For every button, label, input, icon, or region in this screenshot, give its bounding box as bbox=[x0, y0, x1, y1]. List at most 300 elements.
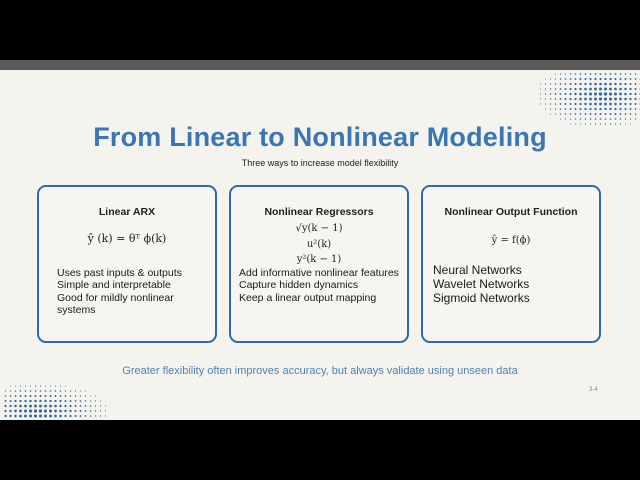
decorative-dot bbox=[5, 400, 7, 402]
decorative-dot bbox=[39, 400, 41, 402]
decorative-dot bbox=[70, 395, 72, 397]
decorative-dot bbox=[85, 415, 87, 417]
decorative-dot bbox=[625, 73, 627, 75]
decorative-dot bbox=[39, 405, 42, 408]
decorative-dot bbox=[50, 395, 52, 397]
decorative-dot bbox=[574, 93, 576, 95]
decorative-dot bbox=[595, 118, 597, 120]
decorative-dot bbox=[54, 405, 57, 408]
decorative-dot bbox=[85, 391, 86, 392]
decorative-dot bbox=[599, 103, 602, 106]
decorative-dot bbox=[45, 390, 47, 392]
decorative-dot bbox=[619, 103, 621, 105]
decorative-dot bbox=[545, 83, 546, 84]
decorative-dot bbox=[619, 78, 621, 80]
decorative-dot bbox=[599, 83, 602, 86]
decorative-dot bbox=[64, 405, 66, 407]
decorative-dot bbox=[635, 118, 636, 119]
decorative-dot bbox=[595, 113, 597, 115]
decorative-dot bbox=[90, 395, 91, 396]
decorative-dot bbox=[75, 405, 77, 407]
decorative-dot bbox=[604, 92, 607, 95]
decorative-dot bbox=[80, 400, 82, 402]
top-band bbox=[0, 60, 640, 70]
decorative-dots-bottom-left bbox=[0, 372, 110, 420]
decorative-dot bbox=[625, 113, 627, 115]
decorative-dot bbox=[40, 390, 42, 392]
decorative-dot bbox=[69, 410, 71, 412]
decorative-dot bbox=[4, 415, 6, 417]
decorative-dot bbox=[594, 92, 597, 95]
decorative-dot bbox=[20, 390, 21, 391]
decorative-dot bbox=[565, 98, 567, 100]
decorative-dot bbox=[630, 73, 632, 75]
decorative-dot bbox=[9, 405, 11, 407]
decorative-dot bbox=[579, 93, 582, 96]
decorative-dot bbox=[14, 400, 16, 402]
decorative-dot bbox=[14, 415, 17, 418]
decorative-dot bbox=[590, 73, 592, 75]
decorative-dot bbox=[600, 118, 602, 120]
decorative-dot bbox=[584, 78, 586, 80]
decorative-dot bbox=[29, 400, 31, 402]
decorative-dot bbox=[560, 78, 561, 79]
decorative-dot bbox=[20, 395, 22, 397]
slide bbox=[0, 60, 640, 420]
decorative-dot bbox=[550, 83, 551, 84]
decorative-dot bbox=[555, 83, 556, 84]
decorative-dot bbox=[80, 405, 82, 407]
decorative-dot bbox=[624, 98, 627, 101]
decorative-dot bbox=[35, 385, 36, 386]
decorative-dot bbox=[620, 73, 622, 75]
decorative-dot bbox=[49, 405, 52, 408]
decorative-dot bbox=[59, 410, 62, 413]
decorative-dot bbox=[100, 405, 101, 406]
decorative-dot bbox=[565, 113, 566, 114]
decorative-dot bbox=[589, 88, 592, 91]
decorative-dot bbox=[44, 415, 47, 418]
decorative-dot bbox=[34, 414, 37, 417]
decorative-dot bbox=[30, 385, 31, 386]
decorative-dot bbox=[635, 113, 637, 115]
formula: ŷ = f(ϕ) bbox=[491, 235, 531, 246]
decorative-dot bbox=[30, 390, 32, 392]
decorative-dot bbox=[594, 103, 597, 106]
decorative-dot bbox=[599, 97, 602, 100]
decorative-dot bbox=[560, 88, 562, 90]
decorative-dot bbox=[619, 88, 622, 91]
decorative-dot bbox=[614, 78, 616, 80]
decorative-dot bbox=[24, 405, 27, 408]
formula: √y(k − 1) bbox=[295, 223, 343, 234]
decorative-dot bbox=[610, 73, 612, 75]
decorative-dot bbox=[45, 385, 46, 386]
decorative-dot bbox=[609, 108, 611, 110]
decorative-dot bbox=[69, 415, 71, 417]
decorative-dot bbox=[589, 98, 592, 101]
decorative-dot bbox=[614, 98, 617, 101]
decorative-dot bbox=[599, 88, 602, 91]
decorative-dot bbox=[65, 386, 66, 387]
decorative-dot bbox=[630, 78, 632, 80]
decorative-dot bbox=[550, 103, 551, 104]
decorative-dot bbox=[575, 118, 576, 119]
decorative-dot bbox=[580, 78, 582, 80]
decorative-dot bbox=[560, 73, 561, 74]
decorative-dot bbox=[604, 78, 606, 80]
decorative-dot bbox=[64, 410, 66, 412]
decorative-dot bbox=[80, 410, 82, 412]
decorative-dot bbox=[630, 118, 631, 119]
decorative-dot bbox=[555, 108, 556, 109]
decorative-dot bbox=[560, 108, 562, 110]
decorative-dot bbox=[24, 410, 27, 413]
decorative-dot bbox=[19, 400, 21, 402]
decorative-dot bbox=[609, 88, 612, 91]
decorative-dot bbox=[45, 395, 47, 397]
decorative-dot bbox=[619, 108, 621, 110]
decorative-dot bbox=[80, 415, 82, 417]
decorative-dot bbox=[635, 78, 637, 80]
decorative-dot bbox=[105, 410, 106, 411]
decorative-dot bbox=[624, 88, 626, 90]
decorative-dot bbox=[105, 406, 106, 407]
decorative-dot bbox=[615, 113, 617, 115]
decorative-dot bbox=[70, 400, 72, 402]
formula: ŷ (k) = θᵀ ϕ(k) bbox=[87, 232, 167, 245]
decorative-dot bbox=[44, 409, 47, 412]
decorative-dot bbox=[60, 386, 61, 387]
formula: u²(k) bbox=[306, 239, 332, 250]
slide-subtitle: Three ways to increase model flexibility bbox=[241, 158, 399, 168]
decorative-dot bbox=[564, 93, 566, 95]
decorative-dot bbox=[584, 103, 586, 105]
decorative-dot bbox=[64, 415, 66, 417]
decorative-dot bbox=[55, 395, 57, 397]
decorative-dot bbox=[575, 73, 577, 75]
decorative-dot bbox=[39, 409, 42, 412]
decorative-dot bbox=[580, 118, 581, 119]
decorative-dot bbox=[609, 98, 612, 101]
decorative-dot bbox=[574, 83, 576, 85]
decorative-dot bbox=[100, 410, 101, 411]
decorative-dot bbox=[65, 390, 66, 391]
decorative-dot bbox=[584, 108, 586, 110]
decorative-dot bbox=[90, 400, 91, 401]
decorative-dot bbox=[9, 415, 11, 417]
decorative-dot bbox=[74, 410, 76, 412]
decorative-dot bbox=[579, 103, 581, 105]
decorative-dot bbox=[15, 385, 16, 386]
decorative-dot bbox=[555, 103, 557, 105]
decorative-dot bbox=[620, 113, 622, 115]
decorative-dot bbox=[540, 98, 541, 99]
decorative-dot bbox=[9, 400, 11, 402]
decorative-dot bbox=[570, 73, 571, 74]
decorative-dot bbox=[5, 395, 7, 397]
decorative-dot bbox=[635, 103, 637, 105]
decorative-dot bbox=[589, 108, 591, 110]
decorative-dot bbox=[50, 390, 52, 392]
card-nonlinear-output-function bbox=[421, 185, 601, 343]
decorative-dot bbox=[75, 390, 76, 391]
decorative-dot bbox=[550, 78, 551, 79]
decorative-dot bbox=[614, 83, 616, 85]
decorative-dot bbox=[584, 98, 587, 101]
decorative-dot bbox=[545, 88, 546, 89]
decorative-dot bbox=[634, 88, 636, 90]
decorative-dot bbox=[90, 405, 92, 407]
decorative-dot bbox=[569, 88, 571, 90]
decorative-dot bbox=[570, 118, 571, 119]
decorative-dot bbox=[15, 390, 16, 391]
decorative-dot bbox=[594, 88, 597, 91]
decorative-dot bbox=[565, 108, 567, 110]
decorative-dot bbox=[615, 118, 617, 120]
decorative-dot bbox=[599, 78, 601, 80]
decorative-dot bbox=[540, 93, 541, 94]
decorative-dot bbox=[14, 410, 17, 413]
decorative-dot bbox=[594, 98, 597, 101]
decorative-dot bbox=[60, 390, 61, 391]
decorative-dot bbox=[585, 73, 587, 75]
decorative-dot bbox=[54, 410, 57, 413]
letterbox-bottom bbox=[0, 420, 640, 480]
decorative-dot bbox=[579, 98, 582, 101]
decorative-dot bbox=[580, 73, 582, 75]
decorative-dot bbox=[49, 400, 51, 402]
decorative-dots-top-right bbox=[490, 70, 640, 130]
list-item: Sigmoid Networks bbox=[433, 291, 530, 306]
decorative-dot bbox=[619, 83, 621, 85]
decorative-dot bbox=[29, 409, 32, 412]
decorative-dot bbox=[584, 88, 587, 91]
decorative-dot bbox=[19, 415, 22, 418]
card-title: Nonlinear Output Function bbox=[444, 206, 578, 218]
decorative-dot bbox=[545, 108, 546, 109]
decorative-dot bbox=[634, 93, 636, 95]
decorative-dot bbox=[90, 410, 92, 412]
decorative-dot bbox=[39, 414, 42, 417]
decorative-dot bbox=[569, 103, 571, 105]
decorative-dot bbox=[560, 98, 562, 100]
decorative-dot bbox=[49, 415, 52, 418]
decorative-dot bbox=[605, 113, 607, 115]
decorative-dot bbox=[59, 415, 62, 418]
decorative-dot bbox=[10, 395, 12, 397]
decorative-dot bbox=[584, 93, 587, 96]
decorative-dot bbox=[569, 93, 571, 95]
decorative-dot bbox=[85, 410, 87, 412]
decorative-dot bbox=[629, 83, 631, 85]
decorative-dot bbox=[64, 400, 66, 402]
decorative-dot bbox=[604, 83, 607, 86]
decorative-dot bbox=[560, 118, 561, 119]
decorative-dot bbox=[540, 88, 541, 89]
decorative-dot bbox=[15, 395, 17, 397]
decorative-dot bbox=[619, 93, 622, 96]
decorative-dot bbox=[629, 88, 631, 90]
card-title: Linear ARX bbox=[98, 206, 156, 218]
decorative-dot bbox=[609, 92, 612, 95]
decorative-dot bbox=[594, 78, 596, 80]
decorative-dot bbox=[635, 83, 637, 85]
decorative-dot bbox=[614, 88, 617, 91]
decorative-dot bbox=[95, 400, 96, 401]
slide-footer: Greater flexibility often improves accuracy, but always validate using unseen data bbox=[122, 365, 518, 377]
decorative-dot bbox=[20, 385, 21, 386]
decorative-dot bbox=[609, 103, 612, 106]
decorative-dot bbox=[565, 118, 566, 119]
decorative-dot bbox=[624, 93, 627, 96]
decorative-dot bbox=[610, 118, 612, 120]
decorative-dot bbox=[24, 415, 27, 418]
decorative-dot bbox=[609, 83, 612, 86]
decorative-dot bbox=[565, 88, 567, 90]
decorative-dot bbox=[629, 98, 631, 100]
decorative-dot bbox=[605, 118, 607, 120]
decorative-dot bbox=[545, 79, 546, 80]
decorative-dot bbox=[29, 405, 32, 408]
decorative-dot bbox=[589, 83, 591, 85]
list-item: Keep a linear output mapping bbox=[239, 291, 377, 304]
decorative-dot bbox=[545, 93, 546, 94]
decorative-dot bbox=[40, 395, 42, 397]
decorative-dot bbox=[74, 415, 76, 417]
letterbox-top bbox=[0, 0, 640, 60]
decorative-dot bbox=[574, 103, 576, 105]
decorative-dot bbox=[30, 395, 32, 397]
card-title: Nonlinear Regressors bbox=[264, 206, 374, 218]
decorative-dot bbox=[95, 415, 96, 416]
decorative-dot bbox=[100, 415, 101, 416]
decorative-dot bbox=[629, 93, 631, 95]
decorative-dot bbox=[634, 98, 636, 100]
card-nonlinear-regressors bbox=[229, 185, 409, 343]
list-item: Add informative nonlinear features bbox=[239, 267, 399, 279]
decorative-dot bbox=[599, 108, 601, 110]
decorative-dot bbox=[4, 410, 6, 412]
decorative-dot bbox=[9, 410, 11, 412]
decorative-dot bbox=[605, 73, 607, 75]
decorative-dot bbox=[555, 93, 557, 95]
decorative-dot bbox=[595, 73, 597, 75]
list-item: Neural Networks bbox=[433, 263, 522, 277]
decorative-dot bbox=[540, 84, 541, 85]
decorative-dot bbox=[589, 78, 591, 80]
decorative-dot bbox=[570, 83, 572, 85]
decorative-dot bbox=[540, 104, 541, 105]
decorative-dot bbox=[10, 390, 11, 391]
decorative-dot bbox=[44, 405, 47, 408]
decorative-dot bbox=[100, 400, 101, 401]
decorative-dot bbox=[69, 405, 71, 407]
decorative-dot bbox=[105, 415, 106, 416]
decorative-dot bbox=[604, 103, 607, 106]
formula: y²(k − 1) bbox=[296, 254, 342, 265]
decorative-dot bbox=[624, 103, 626, 105]
decorative-dot bbox=[555, 88, 557, 90]
decorative-dot bbox=[60, 395, 62, 397]
decorative-dot bbox=[34, 395, 36, 397]
decorative-dot bbox=[574, 98, 576, 100]
decorative-dot bbox=[34, 409, 37, 412]
decorative-dot bbox=[565, 78, 567, 80]
list-item: Capture hidden dynamics bbox=[239, 279, 359, 292]
decorative-dot bbox=[555, 78, 556, 79]
decorative-dot bbox=[609, 78, 611, 80]
decorative-dot bbox=[615, 73, 617, 75]
decorative-dot bbox=[5, 390, 6, 391]
decorative-dot bbox=[34, 405, 37, 408]
decorative-dot bbox=[585, 113, 587, 115]
decorative-dot bbox=[10, 386, 11, 387]
list-item: Wavelet Networks bbox=[433, 277, 530, 292]
decorative-dot bbox=[604, 97, 607, 100]
decorative-dot bbox=[19, 405, 22, 408]
decorative-dot bbox=[630, 108, 632, 110]
decorative-dot bbox=[565, 103, 567, 105]
list-item: Good for mildly nonlinear systems bbox=[57, 291, 174, 317]
decorative-dot bbox=[80, 395, 81, 396]
decorative-dot bbox=[95, 396, 96, 397]
decorative-dot bbox=[589, 103, 592, 106]
decorative-dot bbox=[550, 88, 551, 89]
decorative-dot bbox=[624, 83, 626, 85]
decorative-dot bbox=[570, 78, 572, 80]
card-list bbox=[57, 267, 207, 317]
decorative-dot bbox=[59, 400, 61, 402]
decorative-dot bbox=[545, 103, 546, 104]
decorative-dot bbox=[594, 108, 596, 110]
decorative-dot bbox=[59, 405, 61, 407]
decorative-dot bbox=[555, 98, 557, 100]
decorative-dot bbox=[550, 114, 551, 115]
decorative-dot bbox=[604, 108, 606, 110]
decorative-dot bbox=[635, 73, 636, 74]
decorative-dot bbox=[55, 390, 56, 391]
decorative-dot bbox=[620, 118, 622, 120]
decorative-dot bbox=[54, 400, 56, 402]
decorative-dot bbox=[50, 385, 51, 386]
decorative-dot bbox=[585, 118, 587, 120]
decorative-dot bbox=[600, 73, 602, 75]
decorative-dot bbox=[550, 93, 551, 94]
decorative-dot bbox=[569, 98, 571, 100]
decorative-dot bbox=[14, 405, 16, 407]
card-list bbox=[433, 263, 591, 305]
decorative-dot bbox=[570, 113, 572, 115]
decorative-dot bbox=[24, 400, 26, 402]
decorative-dot bbox=[40, 385, 41, 386]
decorative-dot bbox=[589, 93, 592, 96]
decorative-dot bbox=[560, 83, 562, 85]
decorative-dot bbox=[600, 113, 602, 115]
decorative-dot bbox=[44, 400, 46, 402]
decorative-dot bbox=[590, 118, 592, 120]
decorative-dot bbox=[614, 108, 616, 110]
decorative-dot bbox=[575, 78, 577, 80]
decorative-dot bbox=[635, 108, 637, 110]
list-item: Uses past inputs & outputs bbox=[57, 267, 182, 279]
decorative-dot bbox=[85, 395, 86, 396]
decorative-dot bbox=[550, 98, 551, 99]
decorative-dot bbox=[560, 103, 562, 105]
decorative-dot bbox=[75, 395, 76, 396]
decorative-dot bbox=[579, 108, 581, 110]
decorative-dot bbox=[95, 410, 96, 411]
